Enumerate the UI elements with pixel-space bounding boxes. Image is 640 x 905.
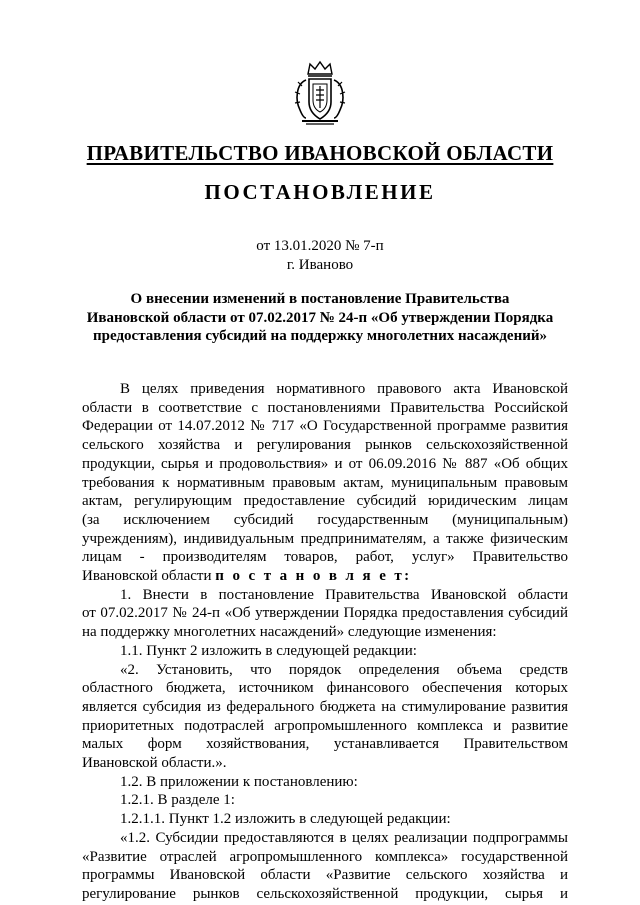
body-line: сельского хозяйства и регулирования рынков сельскохозяйственной [82, 437, 568, 454]
body-line: 1.2. В приложении к постановлению: [120, 773, 358, 790]
body-line: Федерации от 14.07.2012 № 717 «О Государственной программе развития [82, 418, 568, 435]
body-line: регулирование рынков сельскохозяйственной продукции, сырья и [82, 885, 568, 902]
body-line: на поддержку многолетних насаждений» следующие изменения: [82, 624, 497, 641]
document-subject [82, 290, 558, 346]
body-line: малых форм хозяйствования, устанавливается Правительством [82, 736, 568, 753]
government-title: ПРАВИТЕЛЬСТВО ИВАНОВСКОЙ ОБЛАСТИ [86, 141, 554, 165]
subject-line: Ивановской области от 07.02.2017 № 24-п «Об утверждении Порядка [86, 309, 554, 326]
body-line: В целях приведения нормативного правового акта Ивановской [120, 381, 568, 397]
body-line: является субсидия из федерального бюджета на стимулирование развития [82, 698, 568, 715]
body-line: продукции, сырья и продовольствия» и от 06.09.2016 № 887 «Об общих [82, 455, 568, 472]
subject-line: О внесении изменений в постановление Правительства [130, 291, 510, 307]
subject-line: предоставления субсидий на поддержку многолетних насаждений» [93, 328, 547, 344]
body-line: лицам - производителям товаров, работ, услуг» Правительство [82, 549, 568, 566]
body-line: 1.1. Пункт 2 изложить в следующей редакции: [120, 642, 417, 659]
document-city: г. Иваново [286, 257, 354, 273]
body-line: 1.2.1. В разделе 1: [120, 792, 235, 809]
document-date-number: от 13.01.2020 № 7-п [256, 238, 384, 254]
body-line: областного бюджета, источником финансового обеспечения которых [82, 680, 568, 697]
body-line: программы Ивановской области «Развитие сельского хозяйства и [82, 867, 568, 884]
body-line: 1. Внести в постановление Правительства Ивановской области [120, 586, 568, 603]
body-line: «1.2. Субсидии предоставляются в целях реализации подпрограммы [120, 829, 568, 846]
body-line [82, 567, 568, 586]
body-line: учреждениям), индивидуальным предпринимателям, а также физическим [82, 530, 568, 547]
resolves-word: п о с т а н о в л я е т: [215, 568, 412, 585]
body-line: «Развитие отраслей агропромышленного комплекса» государственной [82, 848, 568, 865]
coat-of-arms-icon [294, 60, 346, 126]
body-line: актам, регулирующим предоставление субсидий юридическим лицам [82, 493, 568, 510]
body-line: 1.2.1.1. Пункт 1.2 изложить в следующей редакции: [120, 811, 451, 828]
body-line-start: Ивановской области [82, 568, 212, 585]
body-line: требования к нормативным правовым актам, муниципальным правовым [82, 474, 568, 491]
body-line: Ивановской области.». [82, 755, 227, 772]
body-line: области в соответствие с постановлениями Правительства Российской [82, 399, 568, 416]
body-line: (за исключением субсидий государственным (муниципальным) [82, 511, 568, 528]
body-line: приоритетных подотраслей агропромышленного комплекса и развитие [82, 717, 568, 734]
body-line: от 07.02.2017 № 24-п «Об утверждении Порядка предоставления субсидий [82, 605, 568, 622]
body-line: «2. Установить, что порядок определения объема средств [120, 661, 568, 678]
document-body [82, 380, 568, 904]
document-type: ПОСТАНОВЛЕНИЕ [204, 180, 436, 204]
